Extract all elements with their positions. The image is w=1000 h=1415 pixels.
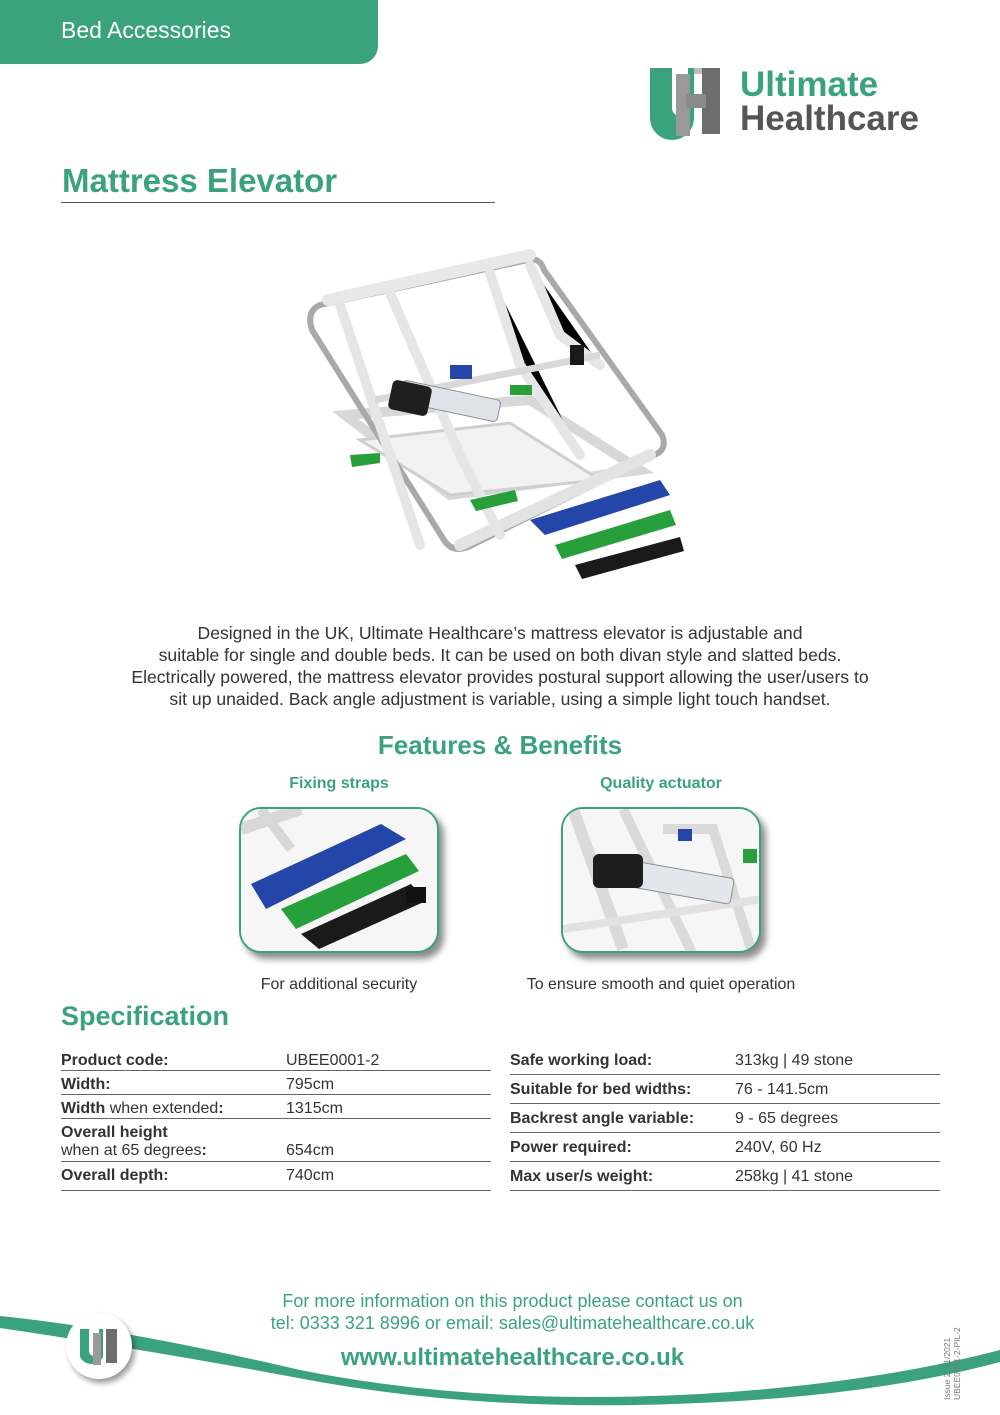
spec-table-right (510, 1046, 940, 1191)
feature-title: Quality actuator (600, 775, 722, 792)
spec-row (510, 1075, 940, 1104)
page-title: Mattress Elevator (62, 162, 338, 199)
uh-logo-icon (650, 66, 726, 142)
issue-date: Issue 2: 11/2021 (942, 1337, 952, 1400)
contact-info (0, 1290, 1000, 1334)
description-line: Designed in the UK, Ultimate Healthcare’s mattress elevator is adjustable and (197, 623, 803, 643)
logo-text-healthcare: Healthcare (740, 99, 919, 138)
section-tab-label: Bed Accessories (61, 17, 232, 43)
description-line: Electrically powered, the mattress elevator provides postural support allowing the user/users to (131, 667, 869, 687)
spec-key: Overall height (61, 1124, 168, 1141)
spec-key-line2: when at 65 degrees: (61, 1142, 207, 1159)
spec-table-left (61, 1046, 491, 1191)
contact-line: For more information on this product please contact us on (282, 1291, 743, 1311)
spec-value: UBEE0001-2 (286, 1052, 380, 1069)
feature-quality-actuator (511, 775, 811, 994)
spec-row (61, 1162, 491, 1191)
spec-row (61, 1095, 491, 1119)
spec-value: 1315cm (286, 1100, 343, 1117)
feature-caption: For additional security (260, 976, 418, 993)
website-link[interactable]: www.ultimatehealthcare.co.uk (340, 1344, 685, 1371)
spec-row (510, 1162, 940, 1191)
feature-fixing-straps (189, 775, 489, 994)
fixing-straps-image (239, 807, 439, 953)
spec-value: 654cm (286, 1142, 335, 1159)
spec-value: 240V, 60 Hz (735, 1139, 822, 1156)
feature-caption: To ensure smooth and quiet operation (526, 976, 796, 993)
spec-value: 76 - 141.5cm (735, 1081, 829, 1098)
brand-logo (650, 66, 940, 146)
spec-key: Power required: (510, 1139, 632, 1156)
spec-row (61, 1046, 491, 1071)
spec-key: Backrest angle variable: (510, 1110, 695, 1127)
spec-key: Suitable for bed widths: (510, 1081, 692, 1098)
spec-row (510, 1104, 940, 1133)
mattress-elevator-image (300, 245, 700, 585)
spec-key: Product code: (61, 1052, 169, 1069)
issue-code: UBEE0001-2-PIL-2 (952, 1327, 962, 1400)
spec-row (61, 1071, 491, 1095)
description-line: sit up unaided. Back angle adjustment is variable, using a simple light touch handset. (169, 689, 831, 709)
spec-value: 258kg | 41 stone (735, 1168, 854, 1185)
features-heading: Features & Benefits (377, 730, 623, 760)
spec-value: 740cm (286, 1167, 335, 1184)
feature-title: Fixing straps (289, 775, 389, 792)
title-divider (61, 202, 495, 203)
product-description (100, 622, 900, 710)
spec-key: Width when extended: (61, 1100, 224, 1117)
spec-value: 795cm (286, 1076, 335, 1093)
specification-heading: Specification (61, 1001, 230, 1031)
spec-value: 9 - 65 degrees (735, 1110, 839, 1127)
description-line: suitable for single and double beds. It can be used on both divan style and slatted beds. (158, 645, 842, 665)
spec-key: Width: (61, 1076, 111, 1093)
spec-row (61, 1119, 491, 1162)
section-tab (0, 0, 378, 64)
spec-row (510, 1046, 940, 1075)
logo-text-ultimate: Ultimate (740, 65, 879, 104)
contact-line[interactable]: tel: 0333 321 8996 or email: sales@ultimatehealthcare.co.uk (270, 1313, 755, 1333)
spec-key: Max user/s weight: (510, 1168, 654, 1185)
spec-key: Overall depth: (61, 1167, 169, 1184)
actuator-image (561, 807, 761, 953)
spec-value: 313kg | 49 stone (735, 1052, 854, 1069)
spec-row (510, 1133, 940, 1162)
spec-key: Safe working load: (510, 1052, 653, 1069)
issue-info (920, 1312, 1000, 1402)
